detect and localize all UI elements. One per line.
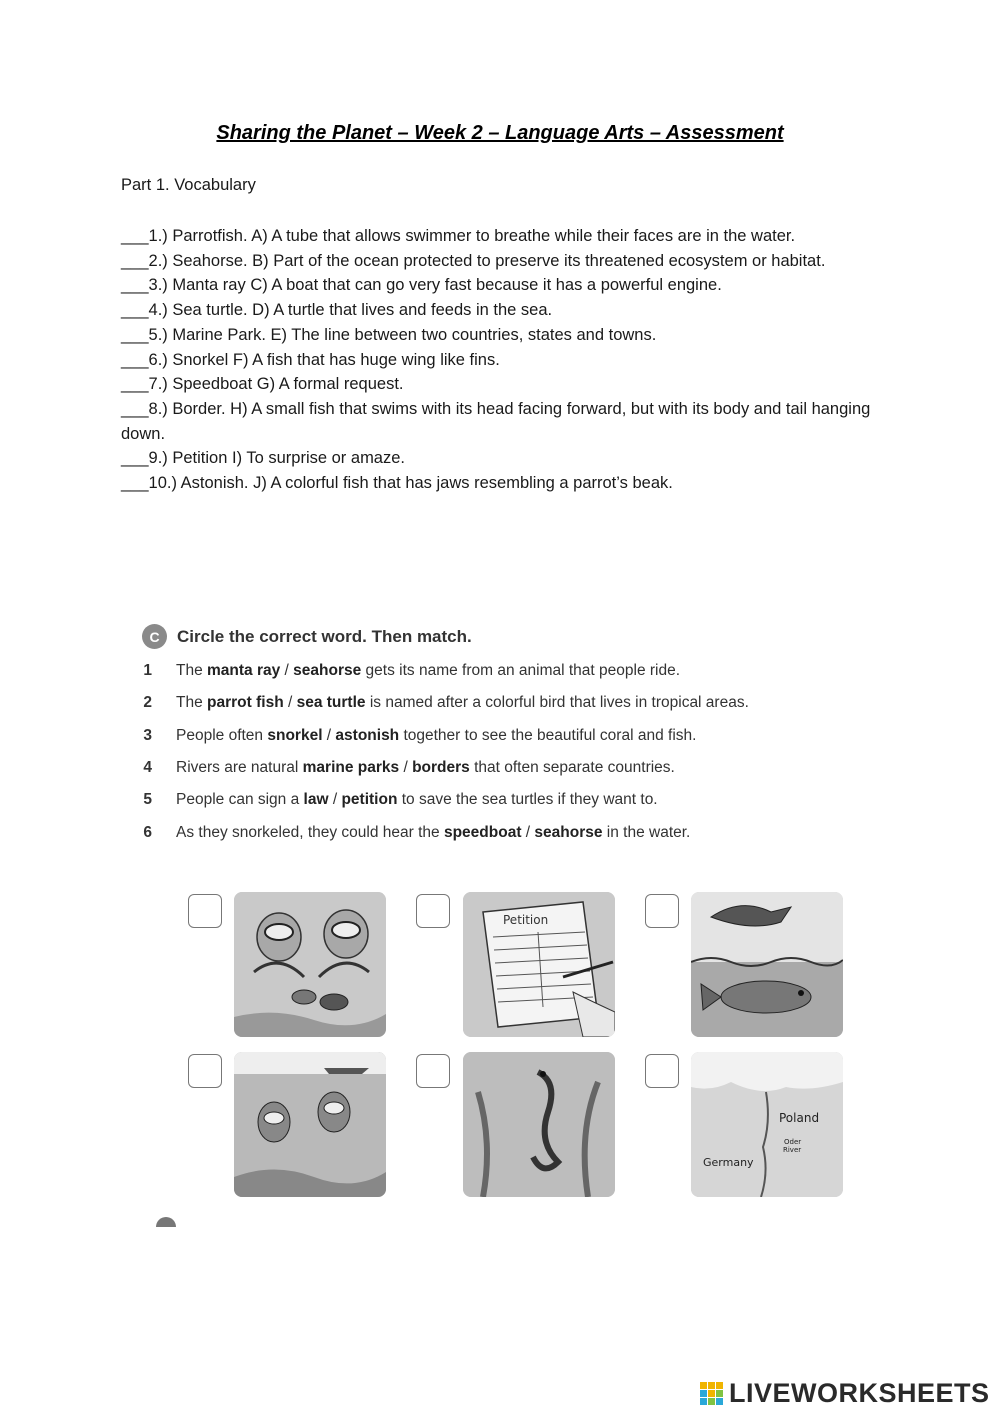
item-number: 4 — [143, 759, 152, 777]
exercise-c — [142, 624, 862, 849]
word-option[interactable]: seahorse — [534, 823, 603, 841]
word-option[interactable]: law — [303, 791, 329, 809]
item-text: People can sign a law / petition to save the sea turtles if they want to. — [176, 791, 658, 809]
map-label-river: River — [783, 1146, 802, 1154]
answer-box-3[interactable] — [645, 894, 679, 928]
worksheet-title: Sharing the Planet – Week 2 – Language Arts – Assessment — [216, 122, 784, 144]
vocabulary-list — [121, 224, 881, 496]
petition-label: Petition — [503, 913, 549, 927]
item-text: As they snorkeled, they could hear the speedboat / seahorse in the water. — [176, 823, 691, 841]
exercise-c-item — [142, 720, 862, 752]
part1-heading: Part 1. Vocabulary — [121, 176, 256, 194]
map-label-river: Oder — [784, 1138, 802, 1146]
divers-speedboat-image — [234, 1052, 386, 1197]
exercise-c-item — [142, 687, 862, 719]
word-option[interactable]: astonish — [335, 726, 400, 744]
word-option[interactable]: snorkel — [267, 726, 323, 744]
vocab-item[interactable]: ___1.) Parrotfish. A) A tube that allows swimmer to breathe while their faces are in the water. — [121, 227, 796, 245]
liveworksheets-logo — [700, 1378, 990, 1409]
item-text: The parrot fish / sea turtle is named after a colorful bird that lives in tropical areas. — [176, 694, 749, 712]
word-option[interactable]: borders — [412, 759, 470, 777]
item-number: 1 — [143, 662, 152, 680]
item-number: 6 — [143, 823, 152, 841]
exercise-c-instruction: Circle the correct word. Then match. — [177, 626, 472, 646]
vocab-item[interactable]: ___7.) Speedboat G) A formal request. — [121, 375, 404, 394]
item-text: The manta ray / seahorse gets its name from an animal that people ride. — [176, 662, 681, 680]
brand-name: LIVEWORKSHEETS — [729, 1378, 990, 1408]
vocab-item[interactable]: ___6.) Snorkel F) A fish that has huge wing like fins. — [121, 350, 500, 369]
logo-grid-icon — [700, 1382, 723, 1405]
vocab-item[interactable]: ___8.) Border. H) A small fish that swims with its head facing forward, but with its body and tail hanging down. — [121, 399, 871, 443]
map-image — [691, 1052, 843, 1197]
map-label-poland: Poland — [779, 1111, 820, 1125]
exercise-c-item — [142, 784, 862, 816]
word-option[interactable]: marine parks — [302, 759, 400, 777]
answer-box-6[interactable] — [645, 1054, 679, 1088]
answer-box-4[interactable] — [188, 1054, 222, 1088]
item-number: 5 — [143, 791, 152, 809]
exercise-c-header — [142, 624, 862, 649]
item-text: Rivers are natural marine parks / borders that often separate countries. — [176, 759, 675, 777]
snorkelers-image — [234, 892, 386, 1037]
vocab-item[interactable]: ___2.) Seahorse. B) Part of the ocean protected to preserve its threatened ecosystem or habitat. — [121, 251, 826, 270]
vocab-item[interactable]: ___10.) Astonish. J) A colorful fish that has jaws resembling a parrot’s beak. — [121, 474, 673, 493]
vocab-item[interactable]: ___5.) Marine Park. E) The line between two countries, states and towns. — [121, 325, 657, 344]
word-option[interactable]: seahorse — [293, 662, 362, 680]
word-option[interactable]: parrot fish — [207, 694, 284, 712]
item-number: 3 — [143, 726, 152, 744]
exercise-c-item — [142, 816, 862, 848]
exercise-c-badge: C — [142, 624, 167, 649]
item-number: 2 — [143, 694, 152, 712]
vocab-item[interactable]: ___4.) Sea turtle. D) A turtle that lives and feeds in the sea. — [121, 301, 553, 320]
vocab-item[interactable]: ___9.) Petition I) To surprise or amaze. — [121, 449, 405, 468]
word-option[interactable]: petition — [341, 791, 398, 809]
word-option[interactable]: speedboat — [443, 823, 522, 841]
word-option[interactable]: sea turtle — [296, 694, 366, 712]
word-option[interactable]: manta ray — [207, 662, 281, 680]
parrot-and-fish-image — [691, 892, 843, 1037]
petition-image — [463, 892, 615, 1037]
vocab-item[interactable]: ___3.) Manta ray C) A boat that can go very fast because it has a powerful engine. — [121, 276, 722, 295]
exercise-c-item — [142, 655, 862, 687]
seahorse-image — [463, 1052, 615, 1197]
answer-box-5[interactable] — [416, 1054, 450, 1088]
map-label-germany: Germany — [703, 1156, 754, 1169]
answer-box-1[interactable] — [188, 894, 222, 928]
item-text: People often snorkel / astonish together to see the beautiful coral and fish. — [176, 726, 697, 744]
next-exercise-badge-partial — [156, 1217, 176, 1227]
exercise-c-list — [142, 655, 862, 849]
answer-box-2[interactable] — [416, 894, 450, 928]
exercise-c-item — [142, 752, 862, 784]
